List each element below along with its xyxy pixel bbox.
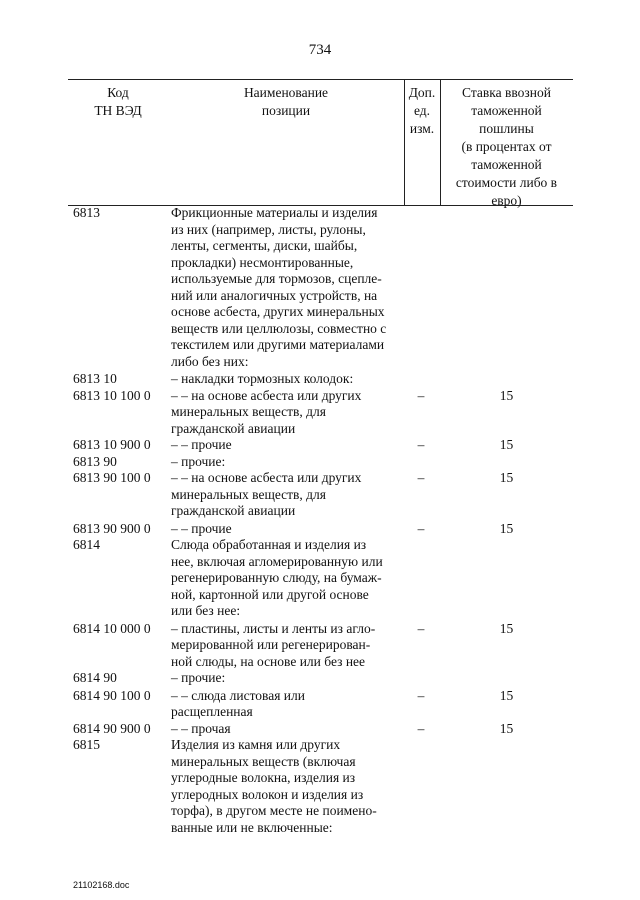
row-name-line: Слюда обработанная и изделия из [171, 537, 367, 552]
row-name-line: гражданской авиации [171, 503, 296, 518]
row-rate: 15 [499, 387, 514, 403]
row-code: 6814 [73, 537, 100, 552]
row-name-line: расщепленная [171, 704, 253, 719]
table-row [0, 737, 640, 836]
table-row [0, 537, 640, 620]
row-name-line: гражданской авиации [171, 420, 296, 436]
table-header-top-rule [68, 79, 573, 80]
row-name [171, 205, 394, 370]
row-name [171, 521, 394, 538]
row-code: 6813 90 900 0 [73, 520, 151, 536]
row-name-line: – накладки тормозных колодок: [171, 371, 354, 386]
table-row [0, 205, 640, 370]
page-number: 734 [308, 42, 332, 58]
row-unit: – [417, 520, 425, 536]
row-name-line: или без нее: [171, 603, 241, 618]
table-row [0, 521, 640, 538]
row-name-line: регенерированную слюду, на бумаж- [171, 570, 382, 585]
row-code: 6813 90 100 0 [73, 470, 151, 485]
row-name-line: ванные или не включенные: [171, 819, 333, 835]
row-unit: – [417, 387, 425, 403]
row-name-line: нее, включая агломерированную или [171, 553, 383, 569]
table-row [0, 688, 640, 721]
row-name [171, 737, 394, 836]
row-name [171, 670, 394, 687]
header-code: Код ТН ВЭД [94, 85, 142, 118]
row-name-line: углеродных волокон и изделия из [171, 786, 364, 802]
row-name-line: Фрикционные материалы и изделия [171, 205, 378, 220]
row-unit: – [417, 470, 425, 485]
row-name-line: минеральных веществ, для [171, 404, 326, 419]
row-rate: 15 [499, 470, 514, 485]
row-rate: 15 [499, 687, 514, 703]
row-name [171, 537, 394, 620]
row-name [171, 454, 394, 471]
table-row [0, 437, 640, 454]
row-name-line: ной, картонной или другой основе [171, 586, 369, 602]
row-rate: 15 [499, 520, 514, 536]
table-row [0, 470, 640, 520]
header-unit: Доп. ед. изм. [408, 85, 436, 136]
row-code: 6814 90 [73, 670, 117, 685]
row-name [171, 437, 394, 454]
row-code: 6813 10 100 0 [73, 387, 151, 403]
table-row [0, 454, 640, 471]
row-rate: 15 [499, 437, 514, 452]
row-name-line: – прочие: [171, 453, 226, 469]
row-rate: 15 [499, 620, 514, 636]
row-name-line: торфа), в другом месте не поимено- [171, 803, 377, 818]
row-code: 6815 [73, 737, 100, 752]
row-name-line: – – на основе асбеста или других [171, 470, 362, 485]
row-name-line: из них (например, листы, рулоны, [171, 221, 366, 237]
row-name-line: – – на основе асбеста или других [171, 387, 362, 403]
row-name-line: ний или аналогичных устройств, на [171, 287, 378, 303]
row-name-line: мерированной или регенерирован- [171, 637, 371, 652]
tariff-table-body [0, 205, 640, 836]
row-name [171, 621, 394, 671]
table-row [0, 388, 640, 438]
row-name-line: – – прочая [171, 720, 231, 736]
row-name-line: прокладки) несмонтированные, [171, 254, 354, 270]
row-name-line: – – прочие [171, 520, 232, 536]
row-code: 6813 90 [73, 453, 117, 469]
row-name-line: углеродные волокна, изделия из [171, 770, 356, 785]
header-name: Наименование позиции [243, 85, 329, 118]
row-name-line: текстилем или другими материалами [171, 337, 385, 352]
row-name-line: минеральных веществ (включая [171, 753, 356, 769]
row-name-line: либо без них: [171, 353, 249, 369]
row-code: 6813 [73, 205, 100, 220]
row-name-line: – прочие: [171, 670, 226, 685]
row-code: 6814 90 100 0 [73, 687, 151, 703]
table-row [0, 721, 640, 738]
table-row [0, 371, 640, 388]
row-name-line: ленты, сегменты, диски, шайбы, [171, 238, 358, 253]
row-name-line: используемые для тормозов, сцепле- [171, 271, 382, 286]
row-name [171, 388, 394, 438]
row-name [171, 371, 394, 388]
row-name [171, 688, 394, 721]
footer-filename: 21102168.doc [73, 880, 130, 890]
row-name-line: основе асбеста, других минеральных [171, 304, 385, 319]
row-code: 6814 90 900 0 [73, 720, 151, 736]
row-unit: – [417, 437, 425, 452]
row-name-line: Изделия из камня или других [171, 737, 341, 752]
row-name-line: минеральных веществ, для [171, 486, 326, 502]
row-name-line: – – прочие [171, 437, 232, 452]
row-name-line: ной слюды, на основе или без нее [171, 653, 366, 669]
row-code: 6813 10 900 0 [73, 437, 151, 452]
row-code: 6813 10 [73, 371, 117, 386]
row-name [171, 470, 394, 520]
row-unit: – [417, 620, 425, 636]
table-row [0, 670, 640, 687]
row-rate: 15 [499, 720, 514, 736]
header-rate: Ставка ввозной таможенной пошлины (в процентах от таможенной стоимости либо в евро) [455, 85, 558, 208]
row-name [171, 721, 394, 738]
row-name-line: – пластины, листы и ленты из агло- [171, 620, 376, 636]
row-unit: – [417, 687, 425, 703]
row-code: 6814 10 000 0 [73, 620, 151, 636]
row-name-line: веществ или целлюлозы, совместно с [171, 320, 387, 336]
row-unit: – [417, 720, 425, 736]
table-row [0, 621, 640, 671]
row-name-line: – – слюда листовая или [171, 687, 305, 703]
